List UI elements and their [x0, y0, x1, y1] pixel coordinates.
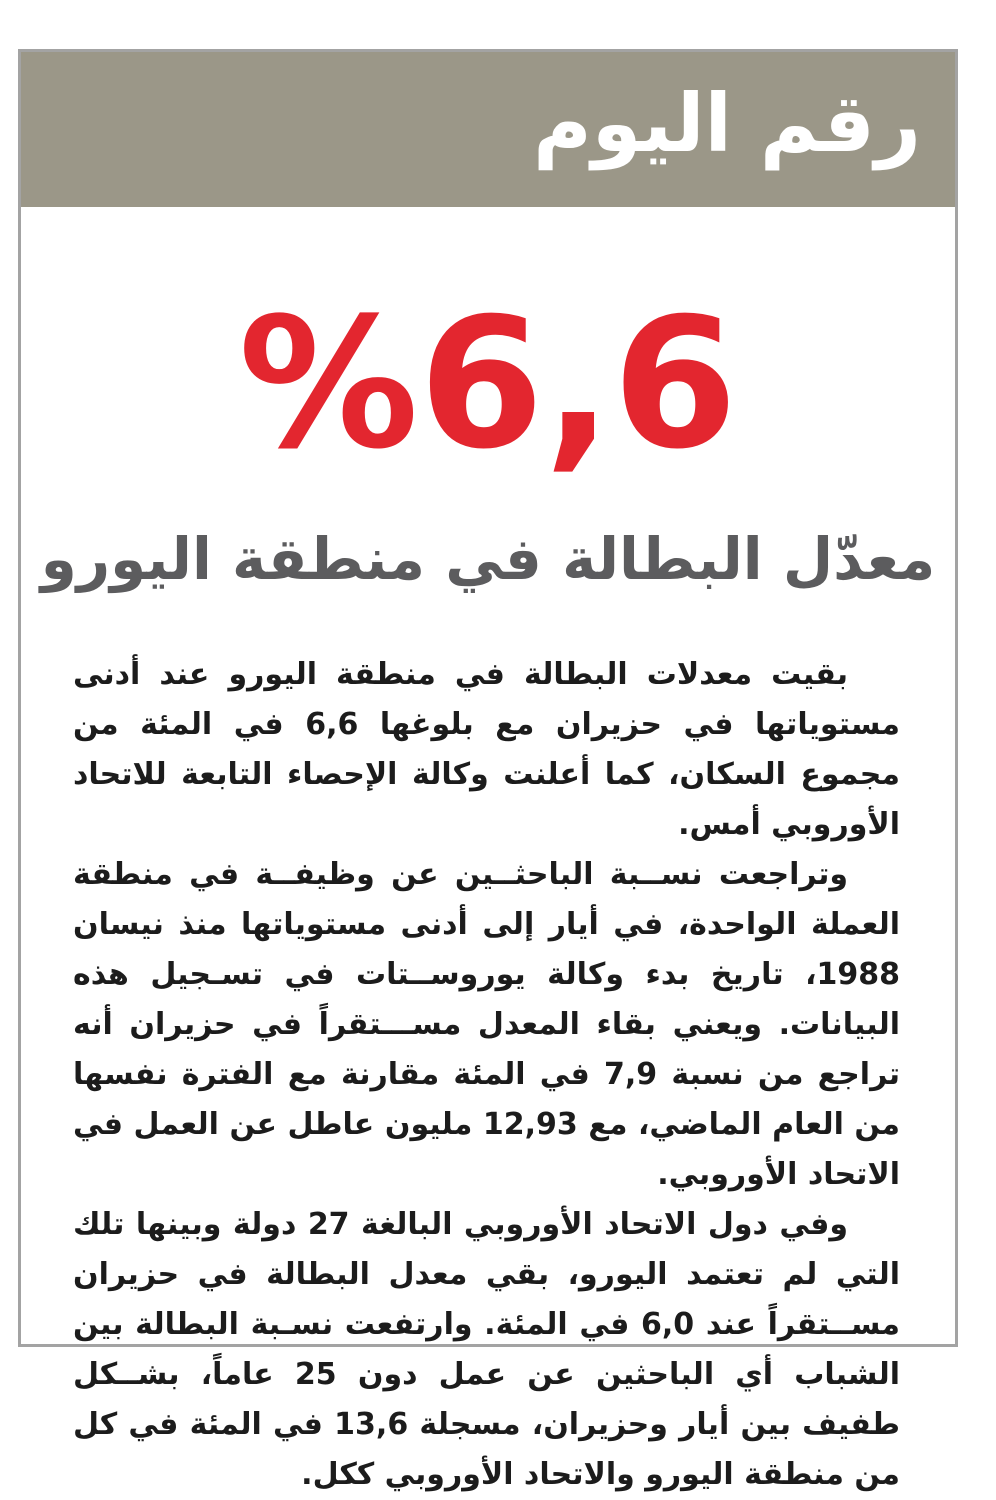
- article-body: [73, 650, 900, 1500]
- headline-figure: %6,6: [238, 280, 738, 489]
- article-paragraph-3: وفي دول الاتحاد الأوروبي البالغة 27 دولة وبينها تلك التي لم تعتمد اليورو، بقي معدل البطالة في حزيران مســتقراً عند 6,0 في المئة. وارتفعت نسـبة البطالة بين الشباب أي الباحثين عن عمل دون 25 عاماً، بشــكل طفيف بين أيار وحزيران، مسجلة 13,6 في المئة في كل من منطقة اليورو والاتحاد الأوروبي ككل.: [73, 1207, 900, 1492]
- daily-figure-box: [18, 49, 958, 1492]
- article-paragraph-2: وتراجعت نســبة الباحثــين عن وظيفــة في منطقة العملة الواحدة، في أيار إلى أدنى مستوياتها منذ نيسان 1988، تاريخ بدء وكالة يوروســتات في تسـجيل هذه البيانات. ويعني بقاء المعدل مســـتقراً في حزيران أنه تراجع من نسبة 7,9 في المئة مقارنة مع الفترة نفسها من العام الماضي، مع 12,93 مليون عاطل عن العمل في الاتحاد الأوروبي.: [73, 857, 901, 1192]
- header-band: [21, 52, 955, 207]
- headline-subtitle: معدّل البطالة في منطقة اليورو: [40, 525, 936, 593]
- header-title: رقم اليوم: [533, 77, 921, 170]
- article-paragraph-1: بقيت معدلات البطالة في منطقة اليورو عند أدنى مستوياتها في حزيران مع بلوغها 6,6 في المئة من مجموع السكان، كما أعلنت وكالة الإحصاء التابعة للاتحاد الأوروبي أمس.: [73, 657, 901, 842]
